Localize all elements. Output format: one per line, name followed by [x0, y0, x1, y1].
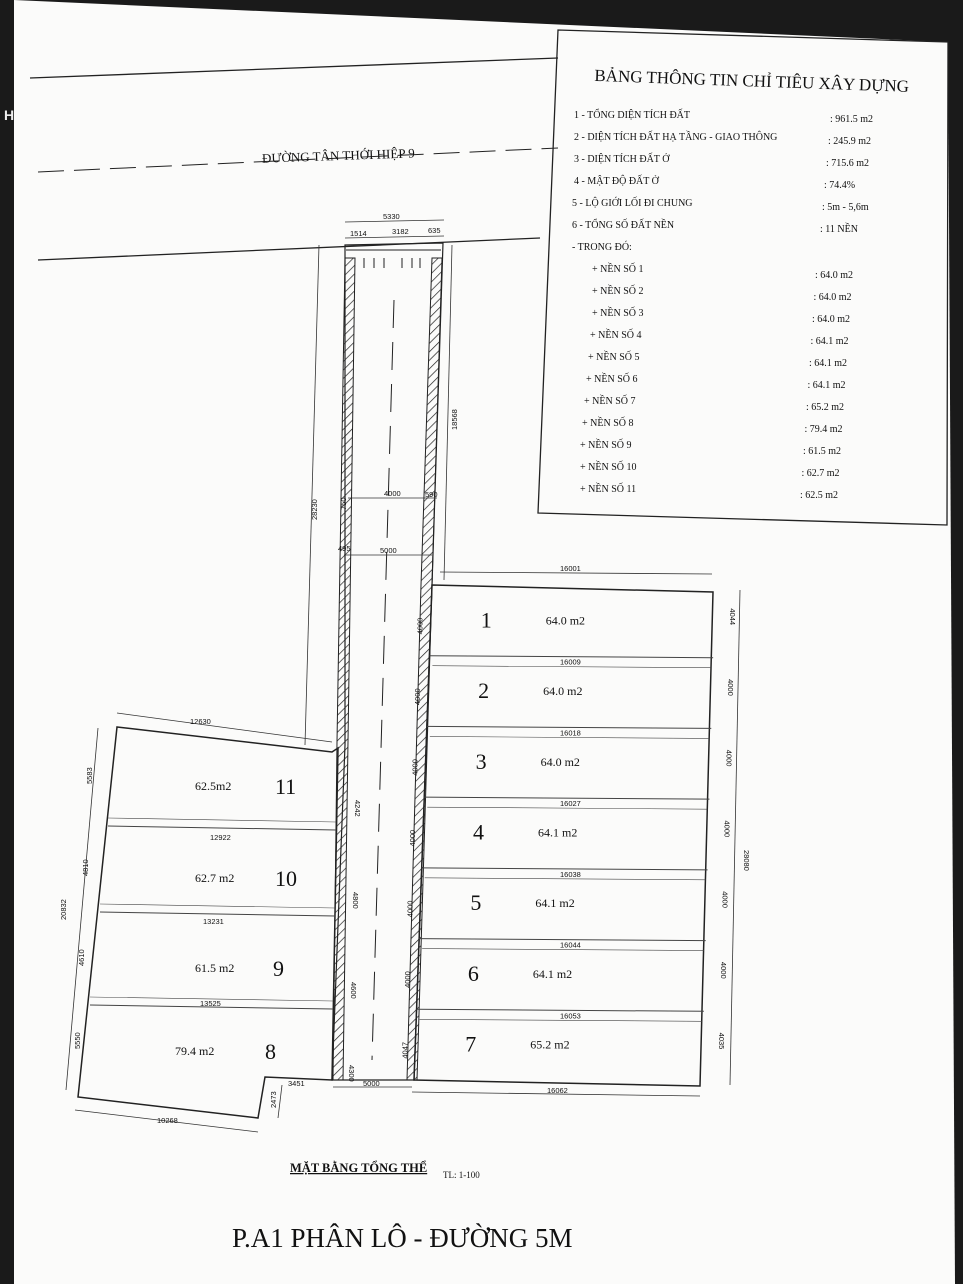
info-row-value: : 79.4 m2 [804, 424, 843, 435]
lot-width-dim: 12630 [190, 717, 211, 726]
lot-area: 62.5m2 [195, 779, 232, 793]
lot-area: 62.7 m2 [195, 871, 235, 885]
info-row-label: 3 - DIỆN TÍCH ĐẤT Ở [574, 154, 670, 165]
dim-small-a: 750 [339, 497, 348, 510]
info-row-value: : 5m - 5,6m [822, 202, 869, 213]
info-row-label: 1 - TỔNG DIỆN TÍCH ĐẤT [574, 110, 691, 121]
dim-top-total: 5330 [383, 212, 400, 221]
lot-number: 3 [475, 748, 487, 774]
info-row-value: : 64.0 m2 [813, 292, 852, 303]
info-row-label: + NỀN SỐ 10 [580, 462, 637, 473]
lot-area: 65.2 m2 [530, 1037, 570, 1052]
dim-lane-vert: 18568 [450, 409, 459, 430]
lot-side-dim: 4810 [81, 859, 90, 876]
dim-bottom-lane: 5000 [363, 1079, 380, 1088]
lot-area: 64.1 m2 [532, 966, 573, 981]
lot-number: 11 [275, 774, 297, 799]
lot-side-dim: 4000 [720, 891, 730, 908]
lot-number: 4 [473, 819, 484, 845]
lot-area: 61.5 m2 [195, 961, 235, 975]
lot-side-dim: 4000 [718, 961, 728, 979]
info-row-value: : 61.5 m2 [803, 446, 842, 457]
info-row-value: : 62.7 m2 [801, 468, 840, 479]
lot-depth-dim: 4242 [353, 800, 362, 817]
lot-area: 64.0 m2 [540, 754, 580, 769]
info-row-label: 2 - DIỆN TÍCH ĐẤT HẠ TẦNG - GIAO THÔNG [574, 132, 778, 143]
info-row-value: : 64.1 m2 [810, 336, 849, 347]
dim-small-b: 590 [425, 490, 438, 499]
lot-area: 79.4 m2 [175, 1044, 215, 1058]
info-row-value: : 74.4% [824, 180, 856, 191]
info-row-label: + NỀN SỐ 6 [586, 374, 638, 385]
lot-area: 64.0 m2 [543, 684, 583, 699]
info-row-label: + NỀN SỐ 5 [588, 352, 640, 363]
main-title: P.A1 PHÂN LÔ - ĐƯỜNG 5M [232, 1223, 573, 1253]
lot-number: 7 [465, 1031, 477, 1057]
lot-side-dim: 4044 [728, 608, 738, 626]
info-row-value: : 961.5 m2 [830, 114, 874, 125]
dim-bottom-small: 3451 [288, 1079, 305, 1088]
info-row-value: : 64.0 m2 [815, 270, 854, 281]
lot-side-dim: 4000 [722, 820, 732, 838]
info-row-value: : 65.2 m2 [806, 402, 845, 413]
dim-top-b: 3182 [392, 227, 409, 236]
lot-width-dim: 16001 [560, 564, 581, 573]
dim-bottom-left: 10268 [157, 1116, 178, 1125]
info-row-label: + NỀN SỐ 9 [580, 440, 632, 451]
plan-scale: TL: 1-100 [443, 1170, 480, 1180]
info-row-value: : 64.1 m2 [807, 380, 846, 391]
info-row-value: : 62.5 m2 [800, 490, 839, 501]
lot-width-dim: 16044 [560, 940, 581, 950]
info-row-label: + NỀN SỐ 2 [592, 286, 644, 297]
info-row-label: + NỀN SỐ 7 [584, 396, 636, 407]
info-row-value: : 64.0 m2 [812, 314, 851, 325]
lot-width-dim: 16038 [560, 869, 581, 879]
info-row-label: + NỀN SỐ 1 [592, 264, 644, 275]
dim-small-c: 495 [338, 544, 351, 553]
lot-depth-dim: 4800 [351, 892, 360, 909]
info-row-label: + NỀN SỐ 8 [582, 418, 634, 429]
dim-top-c: 635 [428, 226, 441, 235]
dim-top-a: 1514 [350, 229, 367, 238]
info-row-label: 4 - MẬT ĐỘ ĐẤT Ở [574, 176, 659, 187]
lot-number: 10 [275, 866, 297, 891]
info-row-value: : 11 NỀN [820, 224, 858, 235]
lot-width-dim: 16009 [560, 657, 581, 667]
lot-depth-dim: 4000 [410, 759, 420, 776]
dim-lane-w2: 5000 [380, 546, 397, 555]
lot-depth-dim: 4000 [415, 617, 425, 635]
lot-side-dim: 5550 [73, 1032, 82, 1049]
lot-depth-dim: 4600 [349, 982, 358, 999]
lot-side-dim: 4000 [726, 679, 736, 696]
lot-number: 8 [265, 1039, 276, 1064]
lot-depth-dim: 4000 [408, 829, 417, 847]
info-table-title: BẢNG THÔNG TIN CHỈ TIÊU XÂY DỰNG [594, 65, 910, 96]
dim-right-total: 28080 [742, 850, 751, 871]
lot-area: 64.0 m2 [545, 613, 586, 628]
info-row-label: 5 - LỘ GIỚI LỐI ĐI CHUNG [572, 198, 693, 209]
paper [14, 0, 955, 1284]
road-name: ĐƯỜNG TÂN THỚI HIỆP 9 [261, 145, 416, 166]
lot-depth-dim: 4000 [405, 900, 415, 918]
dim-left-vert: 28230 [310, 499, 319, 520]
lot-area: 64.1 m2 [535, 896, 575, 911]
dim-bottom-right: 16062 [547, 1086, 568, 1095]
info-row-label: + NỀN SỐ 3 [592, 308, 644, 319]
dim-left-total: 20832 [59, 899, 68, 920]
lot-number: 9 [273, 956, 284, 981]
lot-depth-dim: 4047 [400, 1041, 410, 1059]
plan-title: MẶT BẰNG TỔNG THỂ [290, 1161, 428, 1175]
lot-width-dim: 13525 [200, 999, 221, 1008]
lot-number: 1 [480, 607, 492, 633]
lot-width-dim: 12922 [210, 833, 231, 842]
lot-side-dim: 5583 [85, 767, 94, 784]
info-row-value: : 64.1 m2 [809, 358, 848, 369]
info-row-label: + NỀN SỐ 4 [590, 330, 642, 341]
info-row-value: : 715.6 m2 [826, 158, 870, 169]
info-row-label: - TRONG ĐÓ: [572, 242, 632, 253]
lot-number: 5 [470, 890, 482, 916]
lot-depth-dim: 4000 [413, 688, 423, 706]
lot-width-dim: 16053 [560, 1011, 581, 1021]
lot-width-dim: 16027 [560, 799, 581, 809]
info-row-label: + NỀN SỐ 11 [580, 484, 637, 495]
lot-side-dim: 4035 [716, 1032, 726, 1050]
lot-number: 6 [467, 960, 479, 986]
edge-letter: H [4, 107, 15, 123]
dim-bottom-notch: 2473 [269, 1091, 278, 1108]
lot-number: 2 [478, 678, 490, 704]
lot-depth-dim: 4300 [347, 1065, 356, 1082]
lot-area: 64.1 m2 [538, 825, 578, 840]
info-row-value: : 245.9 m2 [828, 136, 872, 147]
lot-width-dim: 13231 [203, 917, 224, 926]
lot-side-dim: 4610 [77, 949, 86, 966]
lot-side-dim: 4000 [724, 749, 734, 767]
lot-width-dim: 16018 [560, 728, 581, 738]
dim-lane-w1: 4000 [384, 489, 401, 498]
lot-depth-dim: 4000 [402, 971, 412, 988]
info-row-label: 6 - TỔNG SỐ ĐẤT NỀN [572, 220, 675, 231]
